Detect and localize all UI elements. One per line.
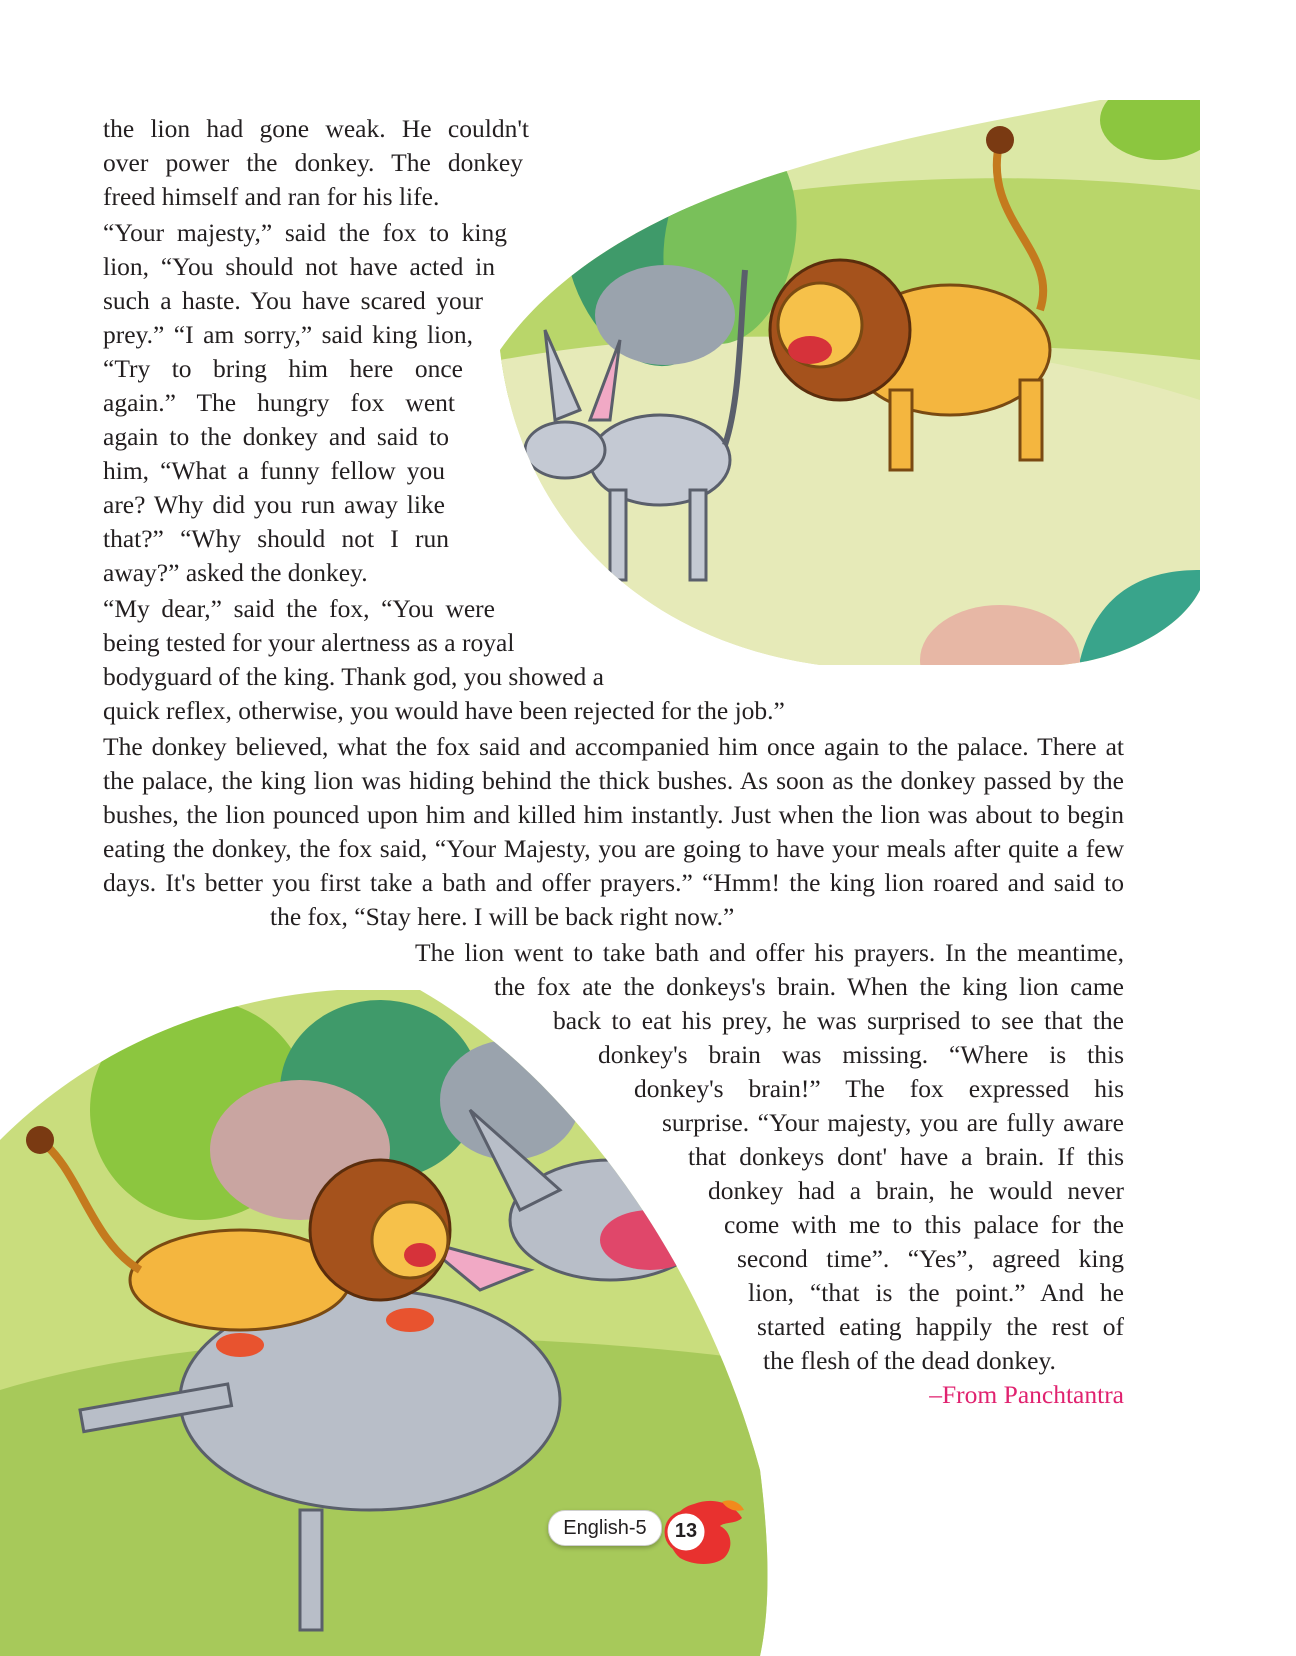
- text-line: lion, “You should not have acted in: [103, 252, 495, 281]
- text-line: again.” The hungry fox went: [103, 388, 455, 417]
- text-line: the lion had gone weak. He couldn't: [103, 114, 529, 143]
- text-line: donkey had a brain, he would never: [708, 1176, 1124, 1205]
- text-line: are? Why did you run away like: [103, 490, 445, 519]
- text-line: “My dear,” said the fox, “You were: [103, 594, 495, 623]
- text-line: that?” “Why should not I run: [103, 524, 449, 553]
- text-line: donkey's brain!” The fox expressed his: [634, 1074, 1124, 1103]
- text-line: The lion went to take bath and offer his prayers. In the meantime,: [415, 938, 1124, 967]
- text-line: him, “What a funny fellow you: [103, 456, 445, 485]
- text-line: “Your majesty,” said the fox to king: [103, 218, 507, 247]
- text-line: the fox, “Stay here. I will be back right now.”: [270, 902, 735, 931]
- page-number: 13: [674, 1520, 698, 1542]
- text-line: freed himself and ran for his life.: [103, 182, 440, 211]
- text-line: come with me to this palace for the: [724, 1210, 1124, 1239]
- text-line: away?” asked the donkey.: [103, 558, 368, 587]
- attribution: –From Panchtantra: [929, 1380, 1124, 1409]
- text-line: that donkeys dont' have a brain. If this: [688, 1142, 1124, 1171]
- text-line: quick reflex, otherwise, you would have been rejected for the job.”: [103, 696, 785, 725]
- text-line: bodyguard of the king. Thank god, you showed a: [103, 662, 604, 691]
- text-line: again to the donkey and said to: [103, 422, 449, 451]
- text-line: The donkey believed, what the fox said and accompanied him once again to the palace. There at: [103, 732, 1124, 761]
- text-line: second time”. “Yes”, agreed king: [737, 1244, 1124, 1273]
- text-line: the flesh of the dead donkey.: [763, 1346, 1056, 1375]
- text-line: such a haste. You have scared your: [103, 286, 483, 315]
- lion-chasing-donkey-illustration: [500, 100, 1200, 705]
- text-line: eating the donkey, the fox said, “Your Majesty, you are going to have your meals after quite a few: [103, 834, 1124, 863]
- text-line: over power the donkey. The donkey: [103, 148, 523, 177]
- text-line: the palace, the king lion was hiding behind the thick bushes. As soon as the donkey passed by the: [103, 766, 1124, 795]
- text-line: back to eat his prey, he was surprised to see that the: [553, 1006, 1124, 1035]
- text-line: “Try to bring him here once: [103, 354, 463, 383]
- text-line: prey.” “I am sorry,” said king lion,: [103, 320, 473, 349]
- text-line: bushes, the lion pounced upon him and killed him instantly. Just when the lion was about to begin: [103, 800, 1124, 829]
- text-line: started eating happily the rest of: [757, 1312, 1124, 1341]
- text-line: surprise. “Your majesty, you are fully aware: [662, 1108, 1124, 1137]
- text-line: being tested for your alertness as a royal: [103, 628, 515, 657]
- text-line: lion, “that is the point.” And he: [748, 1278, 1124, 1307]
- text-line: days. It's better you first take a bath and offer prayers.” “Hmm! the king lion roared and said to: [103, 868, 1124, 897]
- text-line: the fox ate the donkeys's brain. When the king lion came: [494, 972, 1124, 1001]
- book-label: English-5: [548, 1510, 662, 1546]
- text-line: donkey's brain was missing. “Where is this: [598, 1040, 1124, 1069]
